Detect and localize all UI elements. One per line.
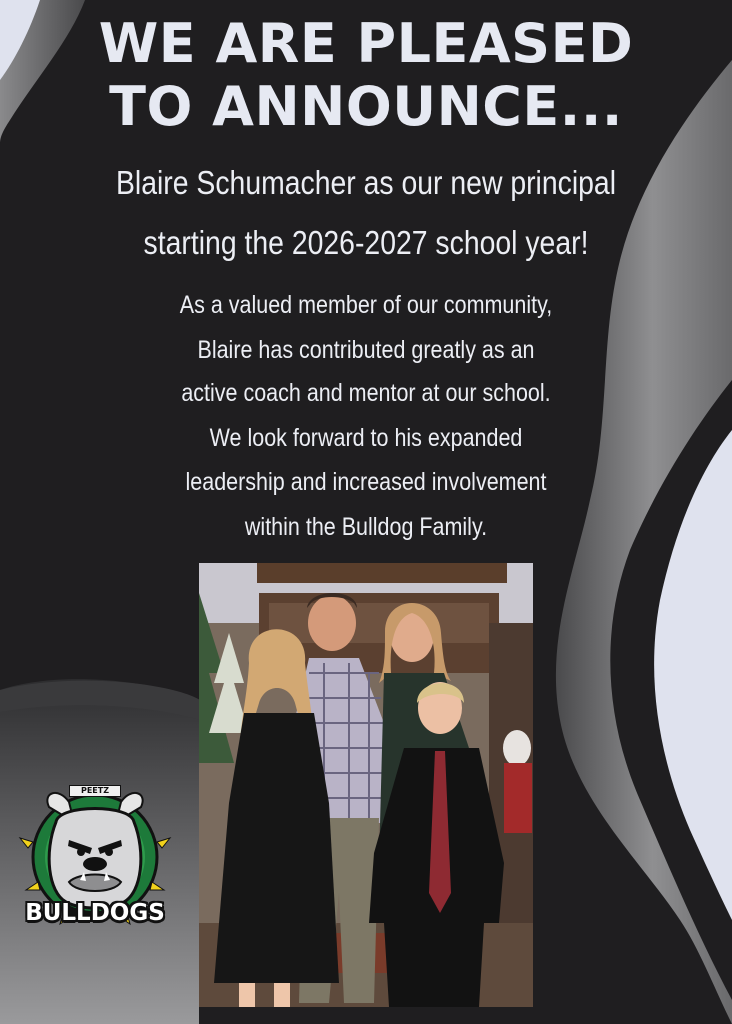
bottom-strip [199, 1007, 533, 1024]
logo-wordmark: BULLDOGS [25, 900, 165, 926]
body-line-4: We look forward to his expanded [209, 424, 523, 452]
family-photo [199, 563, 533, 1007]
headline-line-1: WE ARE PLEASED [98, 12, 634, 75]
logo-peetz-label: PEETZ [69, 785, 121, 797]
body-line-3: active coach and mentor at our school. [181, 379, 551, 407]
body-line-1: As a valued member of our community, [179, 291, 553, 319]
body-line-2: Blaire has contributed greatly as an [197, 336, 535, 364]
body-line-6: within the Bulldog Family. [244, 513, 488, 541]
family-photo-illustration [199, 563, 533, 1007]
subheadline-line-2: starting the 2026-2027 school year! [143, 224, 589, 261]
bulldogs-logo [14, 782, 176, 942]
body-line-5: leadership and increased involvement [185, 468, 547, 496]
headline-line-2: TO ANNOUNCE... [109, 75, 623, 138]
subheadline-line-1: Blaire Schumacher as our new principal [115, 164, 617, 201]
